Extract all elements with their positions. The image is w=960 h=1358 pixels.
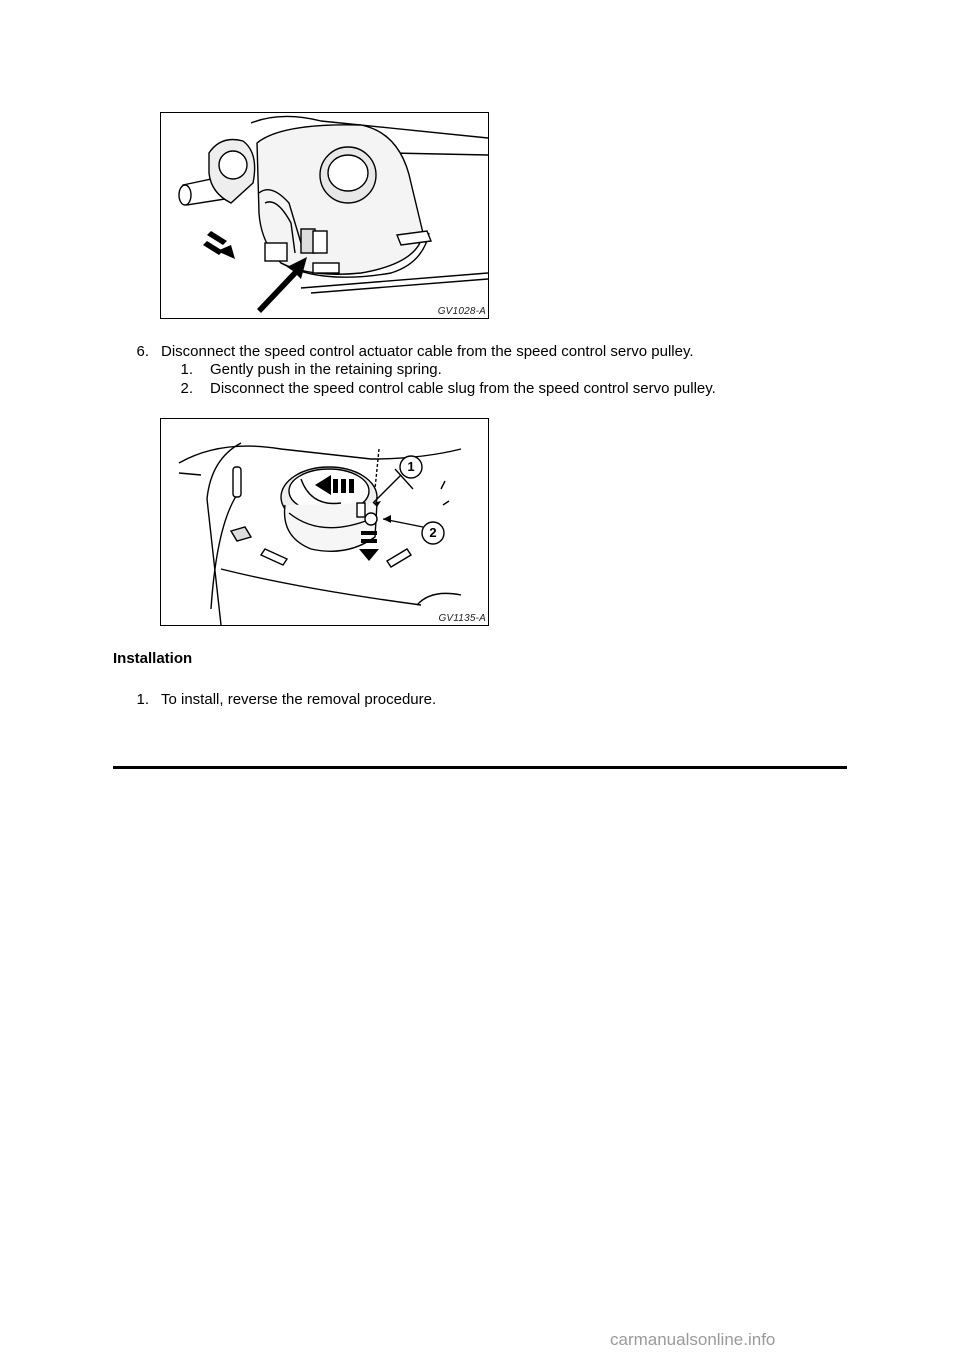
installation-heading: Installation [113, 650, 193, 667]
figure-servo-pulley [160, 418, 489, 626]
figure-code: GV1135-A [438, 613, 486, 624]
step-text: Disconnect the speed control actuator cable from the speed control servo pulley. [161, 343, 694, 360]
callout-2: 2 [429, 525, 437, 540]
step-number: 6. [136, 343, 149, 360]
servo-cover-illustration [161, 113, 488, 318]
step-text: To install, reverse the removal procedure. [161, 691, 437, 708]
substep-text: Gently push in the retaining spring. [210, 361, 442, 378]
substep-number: 2. [180, 380, 193, 397]
substep-number: 1. [180, 361, 193, 378]
section-divider [113, 766, 847, 769]
figure-servo-cover [160, 112, 489, 319]
figure-code: GV1028-A [437, 306, 486, 317]
callout-1: 1 [407, 459, 415, 474]
watermark: carmanualsonline.info [610, 1330, 776, 1349]
substep-text: Disconnect the speed control cable slug from the speed control servo pulley. [210, 380, 716, 397]
servo-pulley-illustration [161, 419, 488, 625]
step-number: 1. [136, 691, 149, 708]
